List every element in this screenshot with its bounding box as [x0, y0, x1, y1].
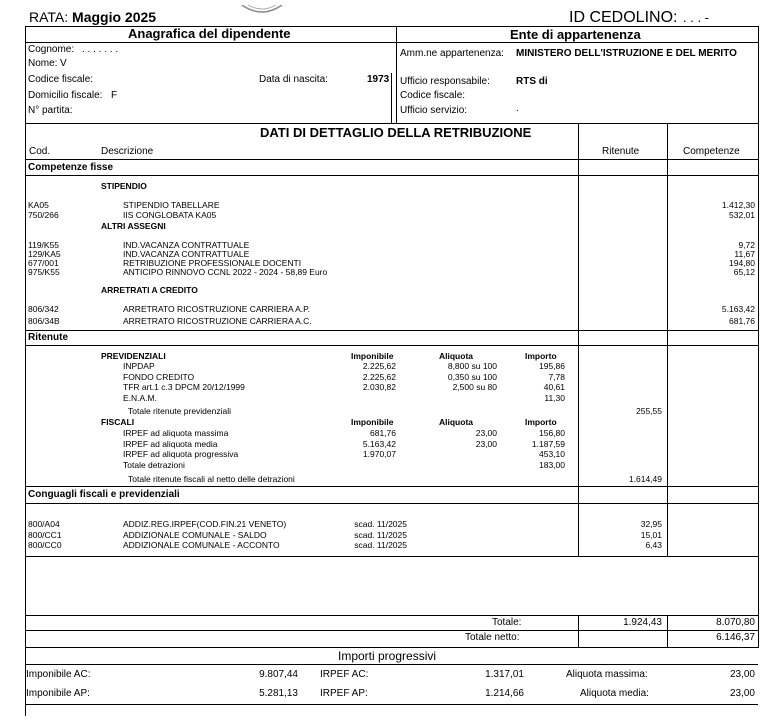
row-competenze: 5.163,42	[721, 304, 755, 314]
codfisc-label: Codice fiscale:	[28, 74, 94, 85]
ritenuta-importo: 11,30	[544, 392, 565, 403]
col-cod: Cod.	[29, 146, 51, 157]
conguaglio-description: ADDIZ.REG.IRPEF(COD.FIN.21 VENETO)	[123, 519, 287, 529]
ritenuta-importo: 183,00	[539, 459, 565, 470]
row-description: IIS CONGLOBATA KA05	[123, 210, 217, 220]
prev-h-imponibile: Imponibile	[351, 351, 394, 361]
anag-divider	[396, 26, 397, 123]
conguagli-title: Conguagli fiscali e previdenziali	[28, 489, 180, 500]
fiscali-title: FISCALI	[101, 417, 135, 427]
aliq-max-value: 23,00	[729, 669, 755, 680]
dettaglio-top-line	[25, 123, 758, 124]
totale-netto-value: 6.146,37	[716, 632, 755, 643]
row-description: ARRETRATO RICOSTRUZIONE CARRIERA A.C.	[123, 316, 312, 326]
row-description: ANTICIPO RINNOVO CCNL 2022 - 2024 - 58,89 Euro	[123, 267, 328, 277]
conguaglio-scadenza: scad. 11/2025	[354, 540, 407, 550]
col-ritenute: Ritenute	[602, 146, 640, 157]
row-description: ARRETRATO RICOSTRUZIONE CARRIERA A.P.	[123, 304, 311, 314]
ritenuta-aliquota: 23,00	[475, 428, 497, 438]
row-code: 129/KA5	[28, 249, 61, 259]
ritenuta-description: INPDAP	[123, 361, 155, 371]
prev-total-label: Totale ritenute previdenziali	[128, 406, 232, 416]
rata-value: Maggio 2025	[72, 9, 157, 25]
anag-divider-inner	[391, 73, 392, 123]
stipendio-title: STIPENDIO	[101, 181, 147, 191]
ritenuta-imponibile: 1.970,07	[362, 449, 396, 459]
irpef-ac-label: IRPEF AC:	[320, 669, 369, 680]
row-code: 806/34B	[28, 316, 60, 326]
anagrafica-title: Anagrafica del dipendente	[128, 26, 291, 41]
conguaglio-scadenza: scad. 11/2025	[354, 529, 407, 540]
row-code: 975/K55	[28, 267, 60, 277]
dettaglio-title: DATI DI DETTAGLIO DELLA RETRIBUZIONE	[260, 125, 532, 140]
nome-value: V	[60, 58, 67, 69]
nascita-value: 1973	[367, 74, 390, 85]
ritenuta-imponibile: 5.163,42	[362, 438, 396, 449]
frame-right	[758, 26, 759, 648]
conguaglio-description: ADDIZIONALE COMUNALE - ACCONTO	[123, 540, 280, 550]
totale-competenze: 8.070,80	[716, 617, 755, 628]
nascita-label: Data di nascita:	[259, 74, 328, 85]
ritenuta-description: IRPEF ad aliquota massima	[123, 428, 229, 438]
amm-label: Amm.ne appartenenza:	[400, 48, 504, 59]
ritenuta-importo: 7,78	[548, 371, 565, 382]
fisc-total-label: Totale ritenute fiscali al netto delle detrazioni	[128, 474, 295, 484]
row-competenze: 681,76	[729, 316, 755, 326]
ufficio-value: RTS di	[516, 76, 548, 87]
col-divider-ritenute	[578, 123, 579, 556]
ritenuta-importo: 156,80	[539, 428, 565, 438]
fisc-h-importo: Importo	[525, 417, 557, 427]
progressivi-title: Importi progressivi	[338, 649, 437, 663]
row-competenze: 65,12	[733, 267, 755, 277]
imp-ac-label: Imponibile AC:	[26, 669, 91, 680]
irpef-ac-value: 1.317,01	[485, 669, 524, 680]
ritenuta-description: E.N.A.M.	[123, 392, 158, 403]
nome-label: Nome:	[28, 58, 58, 69]
ritenuta-description: IRPEF ad aliquota progressiva	[123, 449, 239, 459]
domicilio-value: F	[111, 90, 118, 101]
cognome-value: . . . . . . .	[82, 44, 119, 55]
ritenuta-description: TFR art.1 c.3 DPCM 20/12/1999	[123, 382, 245, 392]
id-cedolino-label: ID CEDOLINO:	[569, 9, 678, 26]
rata-label: RATA: Maggio 2025	[29, 9, 157, 25]
ritenuta-importo: 1.187,59	[531, 438, 565, 449]
conguaglio-description: ADDIZIONALE COMUNALE - SALDO	[123, 529, 267, 540]
competenze-title-line	[25, 175, 758, 176]
row-code: 677/001	[28, 258, 59, 268]
conguaglio-ritenuta: 6,43	[645, 540, 662, 550]
row-competenze: 532,01	[729, 210, 755, 220]
aliq-media-value: 23,00	[729, 688, 755, 699]
ritenuta-imponibile: 2.225,62	[362, 361, 396, 371]
conguagli-title-line	[25, 503, 758, 504]
ritenute-top-line	[25, 330, 758, 331]
irpef-ap-value: 1.214,66	[485, 688, 524, 699]
ritenute-title: Ritenute	[28, 332, 68, 343]
row-competenze: 11,67	[734, 249, 755, 259]
ritenuta-description: FONDO CREDITO	[123, 371, 195, 382]
arretrati-title: ARRETRATI A CREDITO	[101, 285, 198, 295]
row-code: 750/266	[28, 210, 59, 220]
ritenuta-description: IRPEF ad aliquota media	[123, 438, 218, 449]
ritenuta-imponibile: 2.030,82	[362, 382, 396, 392]
ritenuta-imponibile: 2.225,62	[362, 371, 396, 382]
row-competenze: 1.412,30	[721, 200, 755, 210]
row-code: KA05	[28, 200, 49, 210]
netto-line	[25, 647, 758, 648]
totale-ritenute: 1.924,43	[623, 617, 662, 628]
altri-assegni-title: ALTRI ASSEGNI	[101, 221, 166, 231]
col-competenze: Competenze	[683, 146, 740, 157]
irpef-ap-label: IRPEF AP:	[320, 688, 368, 699]
aliq-media-label: Aliquota media:	[580, 688, 649, 699]
servizio-label: Ufficio servizio:	[400, 105, 468, 116]
col-descrizione: Descrizione	[101, 146, 154, 157]
row-description: IND.VACANZA CONTRATTUALE	[123, 249, 250, 259]
amm-value: MINISTERO DELL'ISTRUZIONE E DEL MERITO	[516, 48, 737, 59]
domicilio-label: Domicilio fiscale:	[28, 90, 103, 101]
ufficio-label: Ufficio responsabile:	[400, 76, 490, 87]
bottom-line	[25, 704, 758, 705]
conguaglio-code: 800/CC1	[28, 529, 62, 540]
row-description: STIPENDIO TABELLARE	[123, 200, 220, 210]
id-cedolino-value: . . . -	[683, 10, 709, 25]
cognome-label: Cognome:	[28, 44, 75, 55]
ritenuta-description: Totale detrazioni	[123, 459, 185, 470]
servizio-value: .	[516, 103, 519, 114]
imp-ap-value: 5.281,13	[259, 688, 298, 699]
anag-title-line	[396, 42, 758, 43]
frame-left	[25, 26, 26, 716]
prev-total-value: 255,55	[636, 406, 662, 416]
ritenuta-importo: 453,10	[539, 449, 565, 459]
row-competenze: 9,72	[738, 240, 755, 250]
ente-codfisc-label: Codice fiscale:	[400, 90, 466, 101]
conguagli-top-line	[25, 486, 758, 487]
conguaglio-scadenza: scad. 11/2025	[354, 519, 407, 529]
ritenuta-imponibile: 681,76	[370, 428, 396, 438]
ritenuta-aliquota: 8,800 su 100	[447, 361, 497, 371]
imp-ac-value: 9.807,44	[259, 669, 298, 680]
prev-h-aliquota: Aliquota	[439, 351, 473, 361]
ritenuta-importo: 195,86	[539, 361, 565, 371]
fisc-total-value: 1.614,49	[628, 474, 662, 484]
totale-line	[25, 630, 758, 631]
ritenute-title-line	[25, 345, 758, 346]
row-description: IND.VACANZA CONTRATTUALE	[123, 240, 250, 250]
row-competenze: 194,80	[729, 258, 755, 268]
col-divider-competenze	[667, 123, 668, 556]
col-divider-ritenute-tot	[578, 615, 579, 647]
row-description: RETRIBUZIONE PROFESSIONALE DOCENTI	[123, 258, 302, 268]
totale-netto-label: Totale netto:	[465, 632, 520, 643]
imp-ap-label: Imponibile AP:	[26, 688, 90, 699]
conguaglio-code: 800/CC0	[28, 540, 62, 550]
col-divider-competenze-tot	[667, 615, 668, 647]
conguaglio-ritenuta: 32,95	[640, 519, 662, 529]
conguaglio-code: 800/A04	[28, 519, 60, 529]
ritenuta-aliquota: 0,350 su 100	[447, 371, 497, 382]
competenze-fisse-title: Competenze fisse	[28, 162, 114, 173]
ritenuta-aliquota: 2,500 su 80	[452, 382, 497, 392]
header-row-line	[25, 159, 758, 160]
totals-top-line	[25, 615, 758, 616]
partita-label: N° partita:	[28, 105, 73, 116]
fisc-h-imponibile: Imponibile	[351, 417, 394, 427]
totale-label: Totale:	[492, 617, 522, 628]
emblem-logo	[240, 0, 284, 8]
row-code: 119/K55	[28, 240, 60, 250]
aliq-max-label: Aliquota massima:	[566, 669, 648, 680]
ritenuta-aliquota: 23,00	[475, 438, 497, 449]
anag-title-line-left	[25, 42, 396, 43]
row-code: 806/342	[28, 304, 59, 314]
fisc-h-aliquota: Aliquota	[439, 417, 473, 427]
prev-h-importo: Importo	[525, 351, 557, 361]
conguaglio-ritenuta: 15,01	[640, 529, 662, 540]
progressivi-title-line	[25, 664, 758, 665]
empty-area-top-line	[25, 556, 758, 557]
previdenziali-title: PREVIDENZIALI	[101, 351, 166, 361]
ritenuta-importo: 40,61	[543, 382, 565, 392]
ente-title: Ente di appartenenza	[510, 27, 641, 42]
